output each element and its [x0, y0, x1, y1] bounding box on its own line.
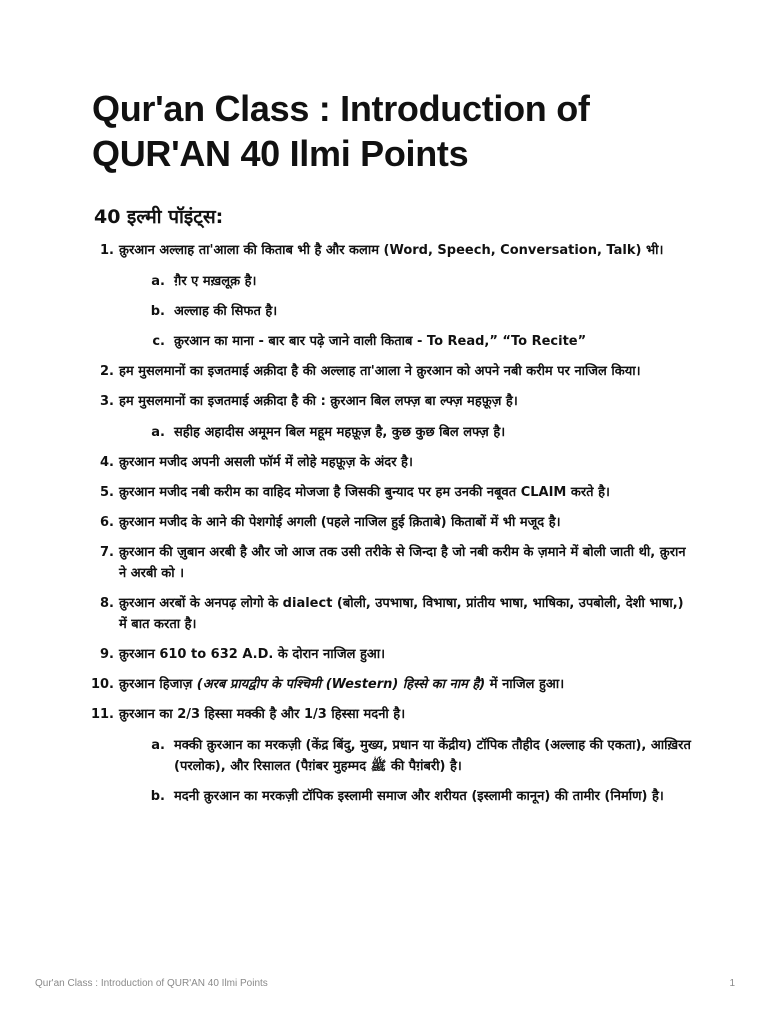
sub-list-item-text: क़ुरआन का माना - बार बार पढ़े जाने वाली किताब - To Read,” “To Recite”	[174, 334, 587, 349]
list-item	[94, 644, 694, 665]
list-number: 2.	[100, 364, 114, 379]
sub-list	[119, 422, 694, 443]
sub-list-item-text: मक्की क़ुरआन का मरकज़ी (केंद्र बिंदु, मुख्य, प्रधान या केंद्रीय) टॉपिक तौहीद (अल्लाह की एकता), आख़िरत (परलोक), और रिसालत (पैग़ंबर मुहम्मद ﷺ की पैग़ंबरी) है।	[174, 738, 691, 774]
sub-list-item-text: सहीह अहादीस अमूमन बिल महूम महफ़ूज़ है, कुछ कुछ बिल लफ्ज़ है।	[174, 425, 506, 440]
list-item-text-start: क़ुरआन हिजाज़	[119, 677, 197, 692]
list-item	[90, 704, 694, 807]
list-item-text: क़ुरआन की ज़ुबान अरबी है और जो आज तक उसी तरीके से जिन्दा है जो नबी करीम के ज़माने में बोली जाती थी, क़ुरान ने अरबी को ।	[119, 545, 686, 581]
list-item	[94, 391, 694, 443]
sub-list-item	[119, 422, 694, 443]
page-number: 1	[729, 978, 735, 989]
list-item-text: क़ुरआन अल्लाह ता'आला की किताब भी है और कलाम (Word, Speech, Conversation, Talk) भी।	[119, 243, 664, 258]
list-number: 10.	[90, 677, 114, 692]
list-number: 9.	[100, 647, 114, 662]
list-item-text-end: में नाजिल हुआ।	[485, 677, 565, 692]
sub-list-letter: b.	[150, 304, 165, 319]
list-item	[94, 452, 694, 473]
list-item	[90, 674, 694, 695]
list-item-text: हम मुसलमानों का इजतमाई अक़ीदा है की अल्लाह ता'आला ने क़ुरआन को अपने नबी करीम पर नाजिल किया।	[119, 364, 641, 379]
list-item-text: क़ुरआन मजीद अपनी असली फॉर्म में लोहे महफ़ूज़ के अंदर है।	[119, 455, 413, 470]
sub-list-letter: a.	[151, 274, 165, 289]
list-item-text: क़ुरआन मजीद नबी करीम का वाहिद मोजजा है जिसकी बुन्याद पर हम उनकी नबूवत CLAIM करते है।	[119, 485, 610, 500]
sub-list-item	[119, 786, 694, 807]
list-number: 11.	[90, 707, 114, 722]
list-item-text: क़ुरआन मजीद के आने की पेशगोई अगली (पहले नाजिल हुई क़िताबे) किताबों में भी मजूद है।	[119, 515, 561, 530]
sub-list-item	[119, 301, 694, 322]
sub-list-letter: b.	[150, 789, 165, 804]
sub-list	[119, 735, 694, 807]
footer-title: Qur'an Class : Introduction of QUR'AN 40 Ilmi Points	[35, 978, 268, 989]
list-number: 5.	[100, 485, 114, 500]
sub-list	[119, 271, 694, 352]
sub-list-letter: a.	[151, 738, 165, 753]
points-list	[90, 240, 694, 816]
list-item-text-italic: (अरब प्रायद्वीप के पश्चिमी (Western) हिस्से का नाम है)	[196, 677, 486, 692]
sub-list-letter: a.	[151, 425, 165, 440]
list-item	[94, 542, 694, 584]
list-item	[94, 593, 694, 635]
sub-list-item	[119, 735, 694, 777]
sub-list-item-text: मदनी क़ुरआन का मरकज़ी टॉपिक इस्लामी समाज और शरीयत (इस्लामी कानून) की तामीर (निर्माण) है।	[174, 789, 664, 804]
list-item	[94, 482, 694, 503]
list-item-text: क़ुरआन अरबों के अनपढ़ लोगो के dialect (बोली, उपभाषा, विभाषा, प्रांतीय भाषा, भाषिका, उपबोली, देशी भाषा,) में बात करता है।	[119, 596, 684, 632]
list-number: 6.	[100, 515, 114, 530]
list-item-text: हम मुसलमानों का इजतमाई अक़ीदा है की : क़ुरआन बिल लफ्ज़ बा ल्फ्ज़ महफ़ूज़ है।	[119, 394, 518, 409]
sub-list-letter: c.	[152, 334, 165, 349]
sub-list-item	[119, 271, 694, 292]
list-item-text: क़ुरआन 610 to 632 A.D. के दोरान नाजिल हुआ।	[119, 647, 386, 662]
list-item	[94, 512, 694, 533]
list-number: 8.	[100, 596, 114, 611]
page-title: Qur'an Class : Introduction of QUR'AN 40 Ilmi Points	[92, 88, 590, 174]
list-item	[94, 361, 694, 382]
list-item	[94, 240, 694, 352]
list-number: 3.	[100, 394, 114, 409]
sub-list-item-text: अल्लाह की सिफत है।	[174, 304, 278, 319]
list-number: 7.	[100, 545, 114, 560]
section-heading: 40 इल्मी पॉइंट्स:	[94, 206, 224, 228]
sub-list-item	[119, 331, 694, 352]
list-number: 1.	[100, 243, 114, 258]
list-item-text: क़ुरआन का 2/3 हिस्सा मक्की है और 1/3 हिस्सा मदनी है।	[119, 707, 406, 722]
sub-list-item-text: ग़ैर ए मख़लूक़ है।	[174, 274, 257, 289]
list-number: 4.	[100, 455, 114, 470]
